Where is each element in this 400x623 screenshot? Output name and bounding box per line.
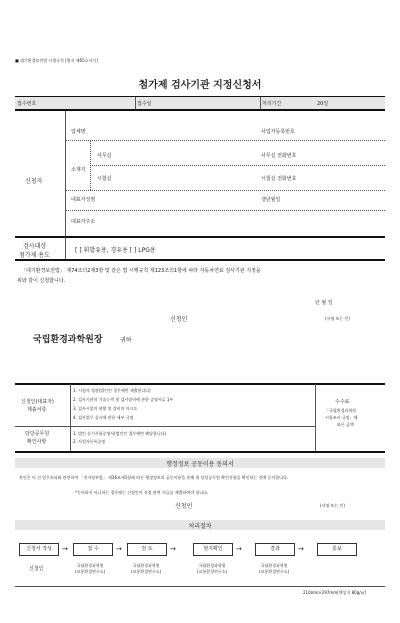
representative-name-label: 대표자성명: [71, 197, 96, 203]
applicant-signature-label: 신청인: [170, 316, 188, 323]
step-result: 결과: [255, 543, 295, 556]
consent-note: *동의하지 아니하는 경우에는 신청인이 직접 관련 서류를 제출하여야 합니다.: [75, 490, 209, 495]
owner-institute-site: 국립환경과학원 (교통환경연구소): [197, 563, 228, 574]
fee-line-2: 시험조사 규정」에: [325, 415, 358, 420]
inspection-target-label: 검사대상: [23, 243, 47, 250]
consent-sign-note: (서명 또는 인): [320, 503, 345, 508]
location-label: 소재지: [71, 167, 86, 173]
receipt-date-label: 접수일: [137, 101, 152, 107]
business-number-label: 사업자등록번호: [261, 129, 295, 135]
processing-period-label: 처리기간: [262, 101, 282, 107]
owner-applicant: 신청인: [29, 566, 44, 572]
owner-institute-result: 국립환경과학원 (교통환경연구소): [259, 563, 290, 574]
processing-period-value: 20일: [317, 101, 329, 107]
office-label: 사무실: [97, 153, 112, 159]
statement-line-1: 「대기환경보전법」 제74조의2제3항 및 같은 법 시행규칙 제123조의1항에 따라 자동차연료 검사기관 지정을: [21, 268, 261, 274]
receipt-number-label: 접수번호: [17, 101, 37, 107]
verify-item-2: 2. 사업자등록증명: [73, 439, 106, 444]
paper-spec-note: 210mm×297mm[백상지 80g/㎡]: [303, 590, 367, 595]
submit-docs-label-2: 제출서류: [27, 407, 47, 413]
law-reference: ■ 대기환경보전법 시행규칙 [별지 제65호서식]: [15, 58, 98, 63]
owner-institute-receipt: 국립환경과학원 (교통환경연구소): [75, 563, 106, 574]
consent-title: 행정정보 공동이용 동의서: [166, 461, 234, 468]
arrow-icon: →: [62, 545, 68, 553]
arrow-icon: →: [170, 545, 176, 553]
submit-item-2: 2. 검사기관의 기술능력 및 검사장비에 관한 증명서류 1부: [73, 397, 174, 402]
lab-phone-label: 시험실 전화번호: [261, 176, 297, 182]
step-review: 검 토: [127, 543, 167, 556]
fee-line-3: 따른 금액: [337, 422, 354, 427]
submit-item-1: 1. 시험자 정관(법인인 경우에만 제출합니다): [73, 388, 151, 393]
consent-applicant-label: 신청인: [175, 503, 193, 510]
lab-label: 시험실: [97, 176, 112, 182]
statement-line-2: 위와 같이 신청합니다.: [17, 278, 66, 284]
arrow-icon: →: [298, 545, 304, 553]
step-notify: 통보: [317, 543, 357, 556]
application-date-fields: 년 월 일: [315, 300, 333, 306]
official-check-label-1: 담당공무원: [25, 431, 50, 437]
step-site-check: 현지확인: [193, 543, 233, 556]
receipt-row: [15, 97, 385, 109]
official-check-label-2: 확인사항: [27, 439, 47, 445]
representative-address-label: 대표자주소: [71, 219, 96, 225]
form-title: 첨가제 검사기관 지정신청서: [138, 80, 262, 91]
consent-text: 본인은 이 건 업무처리와 관련하여 「전자정부법」 제36조제1항에 따른 행정정보의 공동이용을 통해 위 담당공무원 확인사항을 확인하는 것에 동의합니다.: [19, 475, 289, 480]
applicant-section-label: 신청자: [25, 178, 43, 185]
submit-docs-label-1: 신청인(대표자): [21, 399, 54, 405]
owner-institute-review: 국립환경과학원 (교통환경연구소): [131, 563, 162, 574]
additive-usage-label: 첨가제 용도: [19, 252, 50, 259]
additive-usage-options: [ ] 휘발유용, 경유용 [ ] LPG용: [75, 247, 156, 254]
recipient-honorific: 귀하: [120, 337, 132, 344]
birth-date-label: 생년월일: [261, 197, 281, 203]
process-title: 처리절차: [188, 523, 212, 530]
verify-item-1: 1. 법인 등기사항증명서(법인인 경우에만 해당합니다): [73, 431, 167, 436]
arrow-icon: →: [116, 545, 122, 553]
recipient-name: 국립환경과학원장: [33, 335, 103, 345]
submit-item-4: 4. 검사업무 실시에 관한 세부 규정: [73, 415, 134, 420]
company-name-label: 업체명: [71, 129, 86, 135]
office-phone-label: 사무실 전화번호: [261, 153, 297, 159]
fee-title: 수수료: [335, 399, 350, 405]
sign-or-seal-note: (서명 또는 인): [325, 316, 350, 321]
step-receipt: 접 수: [73, 543, 113, 556]
fee-line-1: 「국립환경과학원: [325, 408, 357, 413]
submit-item-3: 3. 검사시설의 현황 및 장비의 마크도: [73, 406, 138, 411]
step-write-application: 신청서 작성: [19, 543, 59, 556]
arrow-icon: →: [236, 545, 242, 553]
